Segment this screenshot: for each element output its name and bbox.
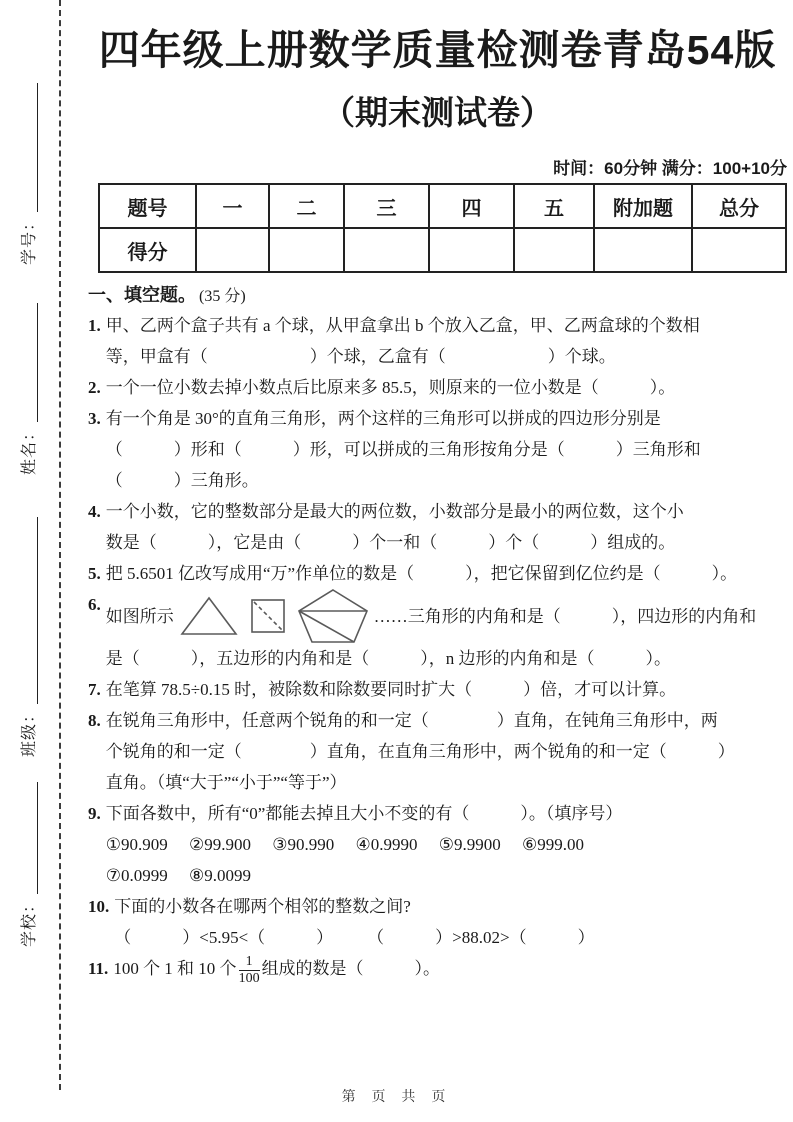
question-line: 是（ ），五边形的内角和是（ ），n 边形的内角和是（ ）。 [105, 649, 671, 669]
question-text: 如图所示 [105, 606, 174, 626]
question-line: 一个小数，它的整数部分是最大的两位数，小数部分是最小的两位数，这个小 [105, 502, 684, 522]
question-text: 100 个 1 和 10 个 [113, 959, 237, 979]
page-footer: 第 页 共 页 [341, 1088, 452, 1104]
side-field-student-id [10, 83, 44, 265]
question-6 [88, 589, 787, 674]
question-line: 把 5.6501 亿改写成用“万”作单位的数是（ ），把它保留到亿位约是（ ）。 [105, 564, 738, 584]
question-number: 7. [88, 680, 101, 700]
question-option-line: ⑦0.0999 ⑧9.0099 [105, 866, 251, 886]
class-label: 班级： [20, 705, 38, 757]
question-3 [88, 403, 787, 496]
pentagon-divided-icon [296, 587, 370, 645]
question-line: 在笔算 78.5÷0.15 时，被除数和除数要同时扩大（ ）倍，才可以计算。 [105, 680, 677, 700]
score-table-score-row [99, 228, 786, 272]
question-line: 下面的小数各在哪两个相邻的整数之间? [114, 897, 411, 917]
exam-meta: 时间：60分钟 满分：100+10分 [553, 159, 787, 179]
student-id-label: 学号： [20, 213, 38, 265]
class-blank [16, 517, 38, 704]
question-11 [88, 953, 787, 987]
question-10 [88, 891, 787, 953]
question-number: 9. [88, 804, 101, 824]
triangle-icon [178, 594, 240, 638]
question-number: 2. [88, 378, 101, 398]
question-number: 6. [88, 595, 101, 615]
question-line: （ ）三角形。 [105, 471, 259, 491]
question-line: 一个一位小数去掉小数点后比原来多 85.5，则原来的一位小数是（ ）。 [105, 378, 676, 398]
score-cell [429, 228, 514, 272]
content-area [88, 18, 787, 987]
fraction-denominator: 100 [238, 970, 260, 986]
score-header-cell: 四 [429, 184, 514, 228]
question-text: ……三角形的内角和是（ ），四边形的内角和 [373, 606, 757, 626]
side-field-name [10, 303, 44, 475]
question-line: 数是（ ），它是由（ ）个一和（ ）个（ ）组成的。 [105, 533, 676, 553]
question-4 [88, 496, 787, 558]
question-5 [88, 558, 787, 589]
score-header-cell: 五 [514, 184, 594, 228]
question-number: 8. [88, 711, 101, 731]
score-table-header-row [99, 184, 786, 228]
section-points: (35 分) [199, 288, 246, 306]
question-1 [88, 310, 787, 372]
dashed-cut-line [59, 0, 61, 1090]
question-line: （ ）<5.95<（ ） （ ）>88.02>（ ） [114, 928, 595, 948]
score-cell [269, 228, 344, 272]
question-9 [88, 798, 787, 891]
section-title: 一、填空题。 [88, 285, 196, 306]
question-number: 4. [88, 502, 101, 522]
page-title: 四年级上册数学质量检测卷青岛54版 [98, 27, 777, 73]
score-cell [514, 228, 594, 272]
side-field-school [10, 782, 44, 947]
student-id-blank [16, 83, 38, 212]
question-7 [88, 674, 787, 705]
score-header-cell: 一 [196, 184, 269, 228]
question-line: （ ）形和（ ）形，可以拼成的三角形按角分是（ ）三角形和 [105, 440, 701, 460]
question-number: 1. [88, 316, 101, 336]
question-number: 11. [88, 959, 109, 979]
score-header-cell: 三 [344, 184, 429, 228]
score-cell [594, 228, 692, 272]
question-line-with-fraction [113, 953, 787, 987]
question-number: 5. [88, 564, 101, 584]
question-text: 组成的数是（ ）。 [261, 959, 441, 979]
side-field-class [10, 517, 44, 757]
question-number: 10. [88, 897, 110, 917]
question-line: 个锐角的和一定（ ）直角，在直角三角形中，两个锐角的和一定（ ） [105, 742, 735, 762]
score-header-cell: 题号 [99, 184, 196, 228]
question-line: 在锐角三角形中，任意两个锐角的和一定（ ）直角，在钝角三角形中，两 [105, 711, 718, 731]
question-line: 等，甲盒有（ ）个球，乙盒有（ ）个球。 [105, 347, 616, 367]
question-line: 甲、乙两个盒子共有 a 个球，从甲盒拿出 b 个放入乙盒，甲、乙两盒球的个数相 [105, 316, 700, 336]
name-blank [16, 303, 38, 422]
square-dashed-diagonal-icon [248, 596, 288, 636]
score-header-cell: 附加题 [594, 184, 692, 228]
score-cell [196, 228, 269, 272]
question-line: 下面各数中，所有“0”都能去掉且大小不变的有（ ）。（填序号） [105, 804, 623, 824]
question-line: 有一个角是 30°的直角三角形，两个这样的三角形可以拼成的四边形分别是 [105, 409, 661, 429]
name-label: 姓名： [20, 423, 38, 475]
score-header-cell: 二 [269, 184, 344, 228]
score-cell [692, 228, 786, 272]
question-option-line: ①90.909 ②99.900 ③90.990 ④0.9990 ⑤9.9900 ⑥999.00 [105, 835, 584, 855]
question-8 [88, 705, 787, 798]
question-line-with-figures [106, 589, 787, 643]
question-2 [88, 372, 787, 403]
question-number: 3. [88, 409, 101, 429]
fraction [239, 954, 260, 987]
school-label: 学校： [20, 895, 38, 947]
page-subtitle: （期末测试卷） [322, 94, 553, 132]
fraction-numerator: 1 [239, 954, 260, 971]
score-header-cell: 总分 [692, 184, 786, 228]
score-row-label: 得分 [99, 228, 196, 272]
question-line: 直角。（填“大于”“小于”“等于”） [105, 773, 347, 793]
school-blank [16, 782, 38, 894]
section-heading [88, 282, 787, 310]
score-cell [344, 228, 429, 272]
score-table [98, 183, 787, 273]
